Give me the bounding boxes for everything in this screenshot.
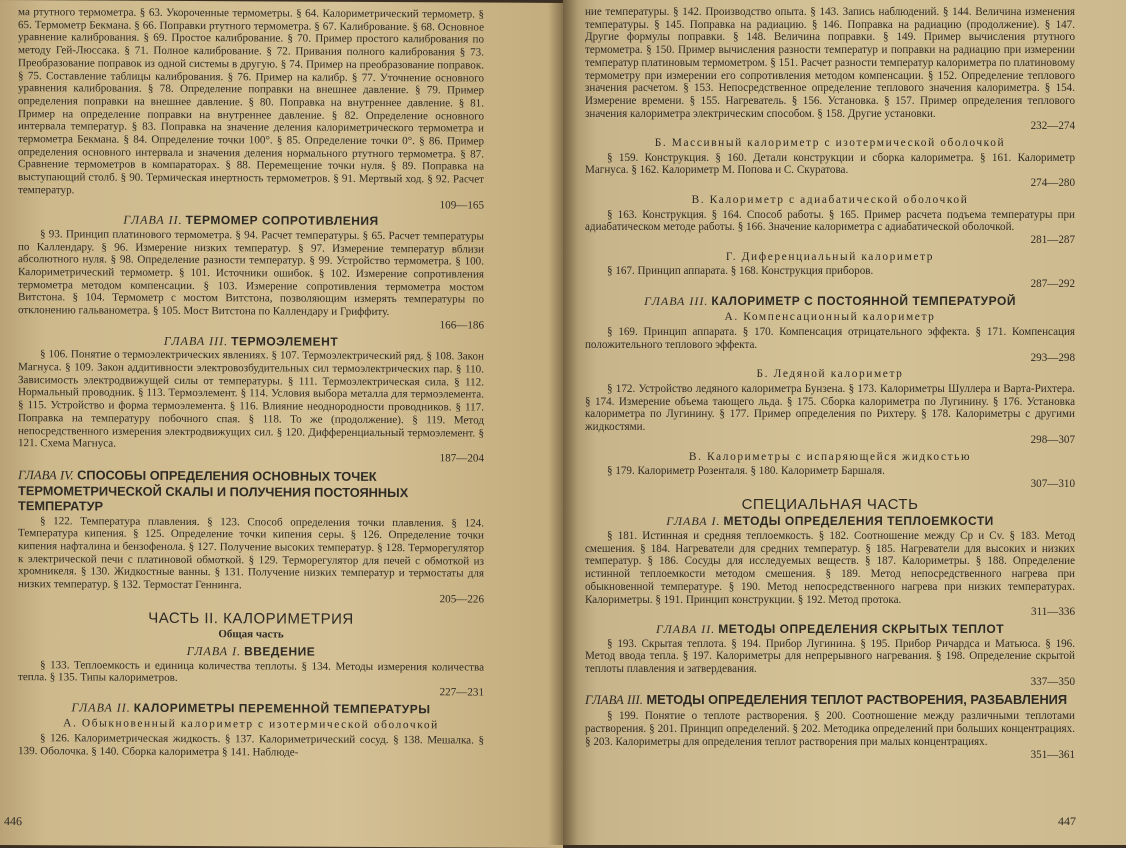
chapter-label: ГЛАВА IV. [18,467,74,482]
subsection-heading: А. Компенсационный калориметр [724,311,936,324]
page-range: 166—186 [439,319,484,332]
chapter-heading [18,644,484,659]
toc-entry: ма ртутного термометра. § 63. Укороченные термометры. § 64. Калориметрический термометр. § 65. Термометр Бекмана. § 66. Поправки ртутного термометра. § 67. Калибрование. § 68. Основное уравнение калибрования. § 69. Простое калибрование. § 70. Пример простого калибрования по методу Гей-Люссака. § 71. Полное калибрование. § 72. Привания полного калибрования § 73. Преобразование поправок из одной системы в другую. § 74. Пример на преобразование поправок. § 75. Составление таблицы калибрования. § 76. Пример на калибр. § 77. Уточнение основного уравнения калибрования. § 78. Определение поправки на внешнее давление. § 79. Пример определения поправки на внешнее давление. § 80. Поправка на внутреннее давление. § 81. Пример на определение поправки на внутреннее давление. § 82. Определение основного интервала температур. § 83. Поправка на значение деления калориметрического термометра и термометра Бекмана. § 84. Определение точки 100°. § 85. Определение точки 0°. § 86. Пример определения основного интервала и значения деления нормального ртутного термометра. § 87. Сравнение термометров в компараторах. § 88. Перемещение точки нуля. § 89. Поправка на выступающий столб. § 90. Термическая инертность термометров. § 91. Мертвый ход. § 92. Расчет температур. [18,6,484,197]
subsection-heading: В. Калориметр с адиабатической оболочкой [691,193,969,206]
page-number: 446 [4,814,22,829]
chapter-title: КАЛОРИМЕТР С ПОСТОЯННОЙ ТЕМПЕРАТУРОЙ [711,293,1016,308]
toc-entry: ние температуры. § 142. Производство опыта. § 143. Запись наблюдений. § 144. Величина изменения температуры. § 145. Поправка на радиацию. § 146. Поправка на радиацию (продолжение). § 147. Другие формулы поправки. § 148. Величина поправки. § 149. Пример вычисления ртутного термометра. § 150. Пример вычисления разности температур и поправки на радиацию при измерении температур платиновым термометром. § 151. Расчет разности температур калориметра по платиновому термометру при измерении его сопротивления методом компенсации. § 152. Определение теплового значения расчетом. § 153. Непосредственное определение теплового значения калориметра. § 154. Измерение времени. § 155. Нагреватель. § 156. Установка. § 157. Пример определения теплового значения калориметра электрическим способом. § 158. Другие установки. [585,6,1075,120]
chapter-heading [585,295,1075,308]
chapter-title: МЕТОДЫ ОПРЕДЕЛЕНИЯ ТЕПЛОТ РАСТВОРЕНИЯ, РАЗБАВЛЕНИЯ [646,692,1068,708]
chapter-title: МЕТОДЫ ОПРЕДЕЛЕНИЯ СКРЫТЫХ ТЕПЛОТ [718,621,1005,636]
chapter-title: ТЕРМОЭЛЕМЕНТ [231,333,339,349]
toc-entry: § 93. Принцип платинового термометра. § 94. Расчет температуры. § 65. Расчет температуры по Каллендару. § 96. Измерение низких температур. § 97. Измерение температур вблизи абсолютного нуля. § 98. Определение разности температур. § 99. Устройство термометра. § 100. Калориметрический термометр. § 101. Источники ошибок. § 102. Измерение сопротивления термометра методом компенсации. § 103. Измерение сопротивления термометра мостом Витстона. § 104. Термометр с мостом Витстона, позволяющим измерять температуры по отклонению гальванометра. § 105. Мост Витстона по Каллендару и Гриффиту. [18,228,484,319]
toc-entry: § 167. Принцип аппарата. § 168. Конструкция приборов. [607,265,874,278]
chapter-heading [585,623,1075,636]
page-range: 311—336 [1031,606,1075,619]
toc-entry: § 199. Понятие о теплоте растворения. § 200. Соотношение между различными теплотами растворения. § 201. Принцип определений. § 202. Методика определений при больших концентрациях. § 203. Калориметры для определения теплот растворения при малых концентрациях. [585,710,1075,748]
page-range: 205—226 [439,593,484,606]
chapter-label: ГЛАВА II. [123,212,183,228]
toc-entry: § 163. Конструкция. § 164. Способ работы. § 165. Пример расчета подъема температуры при адиабатическом методе работы. § 166. Значение калориметра с адиабатической оболочкой. [585,208,1075,234]
chapter-heading [18,701,484,716]
page-range: 337—350 [1030,675,1075,688]
toc-entry: § 159. Конструкция. § 160. Детали конструкции и сборка калориметра. § 161. Калориметр Магнуса. § 162. Калориметр М. Попова и С. Скуратова. [585,151,1075,177]
chapter-title: МЕТОДЫ ОПРЕДЕЛЕНИЯ ТЕПЛОЕМКОСТИ [723,514,994,529]
toc-entry: § 169. Принцип аппарата. § 170. Компенсация отрицательного эффекта. § 171. Компенсация положительного теплового эффекта. [585,326,1075,351]
chapter-heading [585,692,1075,708]
chapter-label: ГЛАВА III. [163,333,229,348]
page-range: 351—361 [1030,748,1075,761]
chapter-label: ГЛАВА III. [644,293,709,308]
toc-entry: § 172. Устройство ледяного калориметра Бунзена. § 173. Калориметры Шуллера и Варта-Рихтера. § 174. Измерение объема тающего льда. § 175. Сборка калориметра по Лугинину. § 176. Установка калориметра по Лугинину. § 177. Пример определения по Рихтеру. § 178. Калориметры с другими жидкостями. [585,382,1075,434]
chapter-title: ВВЕДЕНИЕ [244,644,316,659]
part-title: ЧАСТЬ II. КАЛОРИМЕТРИЯ [148,609,354,628]
page-range: 287—292 [1030,278,1075,291]
page-number: 447 [1058,814,1076,828]
chapter-label: ГЛАВА I. [186,643,242,659]
toc-entry: § 193. Скрытая теплота. § 194. Прибор Лугинина. § 195. Прибор Ричардса и Матьюса. § 196. Метод ввода тепла. § 197. Калориметры для непрерывного нагревания. § 198. Определение скрытой теплоты плавления и затвердевания. [585,637,1075,676]
chapter-heading [18,467,484,515]
part-title: СПЕЦИАЛЬНАЯ ЧАСТЬ [741,495,919,513]
chapter-label: ГЛАВА III. [585,693,643,708]
page-range: 232—274 [1030,120,1075,133]
page-range: 293—298 [1030,351,1075,364]
chapter-label: ГЛАВА II. [655,621,716,636]
book-gutter [548,0,578,845]
page-range: 109—165 [439,198,484,212]
left-contents [18,6,484,760]
page-range: 187—204 [439,452,484,465]
toc-entry: § 122. Температура плавления. § 123. Способ определения точки плавления. § 124. Температура кипения. § 125. Определение точки кипения серы. § 126. Определение точки кипения нафталина и бензофенола. § 127. Получение высоких температур. § 128. Терморегулятор к электрической печи с платиновой обмоткой. § 129. Терморегулятор для печей с обмоткой из хромникеля. § 130. Жидкостные ванны. § 131. Получение низких температур и термостаты для низких температур. § 132. Термостат Геннинга. [18,514,484,592]
toc-entry: § 181. Истинная и средняя теплоемкость. § 182. Соотношение между Cp и Cv. § 183. Метод смешения. § 184. Нагреватели для средних температур. § 185. Нагреватели для высоких и низких температур. § 186. Сосуды для исследуемых веществ. § 187. Калориметры. § 188. Определение истинной теплоемкости методом смешения. § 189. Метод непосредственного нагрева при обыкновенной температуре. § 190. Метод непосредственного нагрева при низких температурах. Калориметры. § 191. Принцип конструкции. § 192. Метод протока. [585,530,1075,606]
chapter-heading [18,334,484,349]
page-range: 274—280 [1030,177,1075,190]
chapter-title: СПОСОБЫ ОПРЕДЕЛЕНИЯ ОСНОВНЫХ ТОЧЕК ТЕРМОМЕТРИЧЕСКОЙ СКАЛЫ И ПОЛУЧЕНИЯ ПОСТОЯННЫХ ТЕМПЕРАТУР [18,467,409,514]
subsection-heading: Г. Диференциальный калориметр [725,250,935,263]
chapter-label: ГЛАВА II. [71,700,131,715]
subsection-heading: Б. Массивный калориметр с изотермической оболочкой [654,137,1006,150]
subsection-heading: А. Обыкновенный калориметр с изотермической оболочкой [63,717,439,732]
right-contents [585,6,1075,761]
toc-entry: § 106. Понятие о термоэлектрических явлениях. § 107. Термоэлектрический ряд. § 108. Закон Магнуса. § 109. Закон аддитивности электровозбудительных сил термоэлектрических пар. § 110. Зависимость электродвижущей силы от температуры. § 111. Термоэлектрическая сила. § 112. Нормальный проводник. § 113. Термоэлемент. § 114. Условия выбора металла для термоэлемента. § 115. Устройство и форма термоэлемента. § 116. Влияние неоднородности проводников. § 117. Поправка на температуру побочного спая. § 118. То же (продолжение). § 119. Метод непосредственного измерения электродвижущих сил. § 120. Дифференциальный термоэлемент. § 121. Схема Магнуса. [18,348,484,450]
chapter-title: КАЛОРИМЕТРЫ ПЕРЕМЕННОЙ ТЕМПЕРАТУРЫ [133,700,431,717]
section-title: Общая часть [218,628,284,641]
page-range: 307—310 [1030,477,1075,490]
toc-entry: § 179. Калориметр Розенталя. § 180. Калориметр Баршаля. [607,465,885,478]
subsection-heading: Б. Ледяной калориметр [756,368,904,381]
page-range: 281—287 [1030,233,1075,246]
subsection-heading: В. Калориметры с испаряющейся жидкостью [688,450,972,463]
chapter-heading [585,515,1075,528]
right-page [563,0,1126,845]
chapter-title: ТЕРМОМЕР СОПРОТИВЛЕНИЯ [185,213,379,229]
page-range: 298—307 [1030,433,1075,446]
page-range: 227—231 [439,686,484,699]
toc-entry: § 126. Калориметрическая жидкость. § 137. Калориметрический сосуд. § 138. Мешалка. § 139. Оболочка. § 140. Сборка калориметра § 141. Наблюде- [18,732,484,759]
toc-entry: § 133. Теплоемкость и единица количества теплоты. § 134. Методы измерения количества тепла. § 135. Типы калориметров. [18,658,484,685]
chapter-label: ГЛАВА I. [666,514,721,529]
chapter-heading [18,213,484,228]
